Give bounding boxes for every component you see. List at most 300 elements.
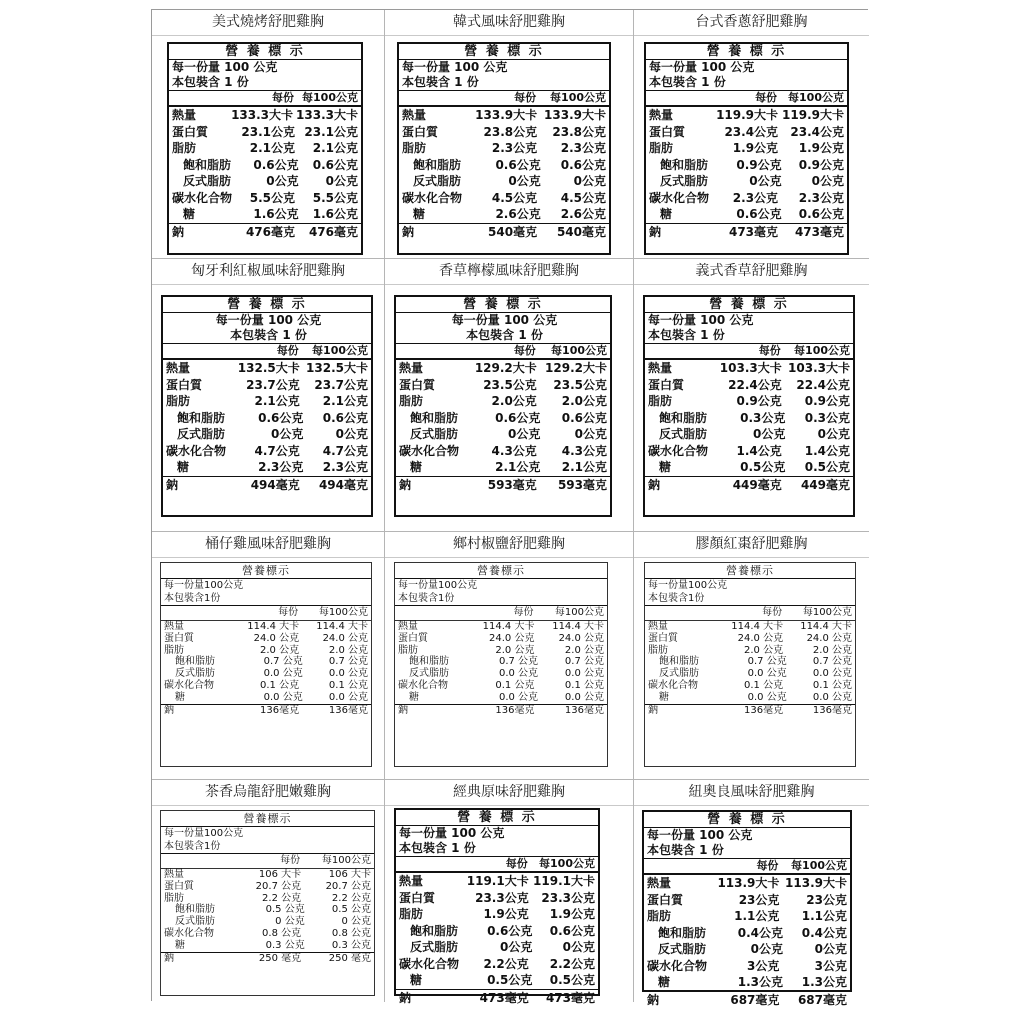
serving-size: 每一份量 100 公克: [402, 60, 508, 74]
nutrient-per-serving: 103.3大卡: [719, 361, 782, 375]
nutrient-row: [169, 223, 361, 241]
nutrient-row: [395, 680, 607, 692]
nutrient-per-serving: 2.1公克: [249, 141, 295, 155]
nutrient-row: [646, 190, 847, 207]
nutrient-row: [644, 925, 850, 942]
nutrient-name: 反式脂肪: [183, 174, 232, 188]
nutrient-name: 熱量: [647, 876, 672, 890]
label-heading: 營 養 標 示: [399, 44, 609, 60]
nutrient-per-100g: 494毫克: [318, 477, 369, 492]
column-header-blank: [161, 606, 231, 620]
nutrient-per-100g: 0.6公克: [798, 207, 844, 221]
servings-per-pack: 本包裝含 1 份: [648, 328, 725, 342]
column-per-serving: 每份: [278, 607, 299, 618]
nutrient-per-serving: 22.4公克: [728, 377, 782, 392]
nutrient-name: 熱量: [164, 621, 184, 632]
nutrient-row: [161, 869, 374, 881]
nutrient-name: 蛋白質: [398, 632, 428, 644]
nutrient-row: [644, 958, 850, 975]
nutrient-per-serving: 0.6公克: [258, 410, 304, 425]
product-cell: [385, 532, 634, 780]
nutrient-row: [645, 668, 855, 680]
nutrient-per-100g: 0公克: [574, 427, 607, 441]
nutrient-name: 蛋白質: [402, 124, 439, 139]
label-heading: 營養標示: [645, 563, 855, 579]
nutrient-per-serving: 0公克: [266, 174, 299, 188]
column-header: [161, 853, 374, 869]
nutrient-per-serving: 2.1公克: [254, 394, 300, 408]
nutrient-name: 熱量: [402, 108, 427, 122]
nutrient-name: 糖: [659, 691, 669, 703]
nutrient-name: 飽和脂肪: [660, 157, 709, 172]
nutrient-per-serving: 119.9大卡: [716, 108, 779, 122]
nutrient-per-serving: 2.0 公克: [260, 644, 300, 656]
nutrient-per-100g: 22.4公克: [796, 377, 851, 392]
nutrient-row: [396, 410, 610, 427]
nutrient-per-serving: 2.3公克: [491, 141, 538, 155]
nutrient-per-serving: 0.1 公克: [744, 679, 784, 691]
nutrient-row: [396, 873, 598, 890]
nutrient-per-serving: 1.4公克: [736, 443, 782, 458]
nutrient-per-100g: 0.6公克: [561, 410, 607, 425]
nutrient-name: 糖: [658, 975, 671, 989]
nutrient-per-serving: 2.2公克: [483, 956, 529, 971]
product-cell: [634, 780, 869, 1007]
nutrient-row: [395, 645, 607, 657]
nutrient-row: [161, 668, 371, 680]
column-per-100g: 每100公克: [802, 607, 853, 618]
label-heading: 營 養 標 示: [169, 44, 361, 60]
servings-per-pack: 本包裝含 1 份: [466, 328, 543, 342]
nutrient-row: [646, 173, 847, 190]
nutrient-per-serving: 0公克: [508, 427, 541, 441]
nutrient-per-serving: 114.4 大卡: [247, 621, 300, 632]
nutrient-per-100g: 476毫克: [308, 224, 358, 239]
nutrient-name: 反式脂肪: [177, 427, 226, 441]
column-header: [161, 605, 371, 621]
column-per-serving: 每份: [272, 91, 295, 104]
nutrient-row: [169, 107, 361, 124]
nutrient-name: 脂肪: [164, 644, 184, 656]
nutrient-per-100g: 119.1大卡: [533, 874, 595, 888]
nutrient-per-100g: 2.6公克: [560, 207, 606, 221]
nutrient-row: [645, 680, 855, 692]
nutrient-per-serving: 23.7公克: [246, 377, 300, 392]
column-per-100g: 每100公克: [302, 91, 358, 104]
nutrition-label: [642, 810, 852, 1007]
nutrient-per-100g: 4.5公克: [560, 190, 607, 205]
nutrient-per-serving: 0.5 公克: [265, 904, 305, 916]
nutrient-row: [169, 173, 361, 190]
nutrient-per-100g: 23.3公克: [541, 890, 595, 905]
nutrient-name: 碳水化合物: [398, 679, 448, 691]
nutrient-row: [644, 892, 850, 909]
nutrient-per-100g: 0.4公克: [801, 925, 847, 940]
nutrient-per-serving: 4.3公克: [491, 443, 537, 458]
column-per-serving: 每份: [276, 344, 299, 357]
product-title: 香草檸檬風味舒肥雞胸: [385, 259, 633, 285]
column-per-100g: 每100公克: [791, 859, 848, 872]
nutrient-name: 糖: [659, 460, 672, 474]
nutrient-per-serving: 0.3公克: [740, 410, 786, 425]
nutrient-name: 脂肪: [166, 394, 191, 408]
nutrient-per-100g: 129.2大卡: [545, 361, 608, 375]
column-header: [399, 90, 609, 107]
nutrient-per-100g: 1.1公克: [801, 909, 847, 923]
servings-per-pack: 本包裝含 1 份: [172, 75, 249, 89]
column-header: [169, 90, 361, 107]
nutrient-name: 熱量: [649, 108, 674, 122]
nutrient-name: 飽和脂肪: [659, 410, 708, 425]
nutrient-row: [163, 476, 371, 494]
nutrient-per-serving: 24.0 公克: [253, 632, 300, 644]
nutrient-per-serving: 0.9公克: [736, 394, 782, 408]
nutrient-row: [395, 668, 607, 680]
nutrient-name: 脂肪: [399, 907, 424, 921]
nutrient-name: 碳水化合物: [402, 190, 463, 205]
product-title: 紐奧良風味舒肥雞胸: [634, 780, 869, 806]
nutrient-name: 碳水化合物: [164, 679, 214, 691]
nutrient-name: 鈉: [164, 704, 174, 716]
nutrient-per-100g: 0公克: [817, 427, 850, 441]
nutrient-per-100g: 1.3公克: [801, 975, 847, 989]
nutrient-per-serving: 0.5公克: [487, 973, 533, 987]
nutrient-per-serving: 1.9公克: [732, 141, 779, 155]
nutrient-name: 蛋白質: [648, 632, 678, 644]
nutrient-name: 糖: [177, 460, 190, 474]
nutrient-per-serving: 250 毫克: [258, 952, 302, 964]
column-per-serving: 每份: [756, 859, 779, 872]
nutrient-per-serving: 0.1 公克: [260, 679, 300, 691]
nutrient-row: [161, 881, 374, 893]
nutrient-per-100g: 0.0 公克: [328, 668, 368, 680]
nutrient-name: 糖: [410, 460, 423, 474]
nutrient-name: 熱量: [648, 621, 668, 632]
nutrient-per-serving: 24.0 公克: [489, 632, 535, 644]
nutrient-name: 碳水化合物: [647, 958, 708, 973]
product-cell: [152, 780, 385, 1002]
nutrient-per-100g: 0.7 公克: [812, 656, 852, 668]
nutrient-row: [163, 410, 371, 427]
nutrient-row: [396, 906, 598, 923]
nutrient-row: [644, 908, 850, 925]
nutrient-per-serving: 0.8 公克: [262, 927, 302, 939]
nutrient-name: 熱量: [398, 621, 418, 632]
label-heading: 營 養 標 示: [645, 297, 853, 313]
nutrient-name: 飽和脂肪: [175, 904, 215, 916]
nutrient-per-100g: 133.9大卡: [544, 108, 607, 122]
nutrient-row: [169, 140, 361, 157]
nutrient-name: 鈉: [164, 952, 174, 964]
product-cell: [634, 532, 869, 780]
label-heading: 營 養 標 示: [644, 812, 850, 828]
nutrient-per-serving: 136毫克: [495, 704, 535, 716]
servings-per-pack: 本包裝含 1 份: [402, 75, 479, 89]
nutrient-row: [396, 443, 610, 460]
nutrient-row: [396, 393, 610, 410]
nutrient-row: [646, 140, 847, 157]
nutrition-label: [161, 295, 373, 517]
product-title: 台式香蔥舒肥雞胸: [634, 10, 869, 36]
nutrient-per-serving: 473毫克: [728, 224, 779, 239]
nutrient-name: 糖: [409, 691, 419, 703]
column-per-serving: 每份: [514, 91, 537, 104]
column-header: [396, 856, 598, 873]
nutrient-row: [163, 360, 371, 377]
nutrient-per-100g: 0公克: [811, 174, 844, 188]
nutrient-per-serving: 2.0 公克: [744, 644, 784, 656]
nutrient-per-serving: 0.0 公克: [263, 691, 303, 703]
product-title: 義式香草舒肥雞胸: [634, 259, 869, 285]
nutrient-name: 碳水化合物: [648, 443, 709, 458]
product-title: 韓式風味舒肥雞胸: [385, 10, 633, 36]
column-header: [395, 605, 607, 621]
nutrient-per-serving: 2.6公克: [495, 207, 541, 221]
nutrient-name: 蛋白質: [649, 124, 686, 139]
nutrient-per-serving: 494毫克: [250, 477, 300, 492]
nutrient-per-100g: 2.2公克: [549, 956, 595, 971]
nutrient-per-serving: 0.9公克: [736, 157, 782, 172]
column-header-blank: [396, 344, 468, 358]
nutrient-row: [645, 476, 853, 494]
column-header-blank: [645, 606, 715, 620]
nutrient-per-100g: 2.1公克: [312, 141, 358, 155]
nutrient-row: [161, 633, 371, 645]
nutrient-name: 飽和脂肪: [177, 410, 226, 425]
column-header: [163, 343, 371, 360]
nutrient-row: [395, 621, 607, 633]
nutrient-per-100g: 0.8 公克: [331, 927, 372, 939]
nutrient-row: [399, 223, 609, 241]
nutrient-per-serving: 132.5大卡: [237, 361, 300, 375]
nutrient-per-serving: 133.3大卡: [231, 108, 294, 122]
nutrient-per-100g: 0.1 公克: [564, 679, 605, 691]
nutrient-per-serving: 2.3公克: [732, 190, 779, 205]
nutrient-row: [161, 928, 374, 940]
nutrient-per-100g: 3公克: [814, 958, 847, 973]
nutrient-name: 飽和脂肪: [183, 157, 232, 172]
nutrient-per-100g: 119.9大卡: [782, 108, 844, 122]
label-heading: 營 養 標 示: [396, 810, 598, 826]
servings-per-pack: 本包裝含 1 份: [230, 328, 307, 342]
nutrient-per-100g: 593毫克: [557, 477, 608, 492]
nutrient-per-100g: 0.1 公克: [328, 679, 369, 691]
nutrient-name: 飽和脂肪: [410, 923, 459, 938]
nutrient-per-100g: 1.9公克: [798, 141, 844, 155]
column-per-100g: 每100公克: [318, 607, 369, 618]
nutrient-per-100g: 103.3大卡: [788, 361, 851, 375]
nutrient-row: [646, 206, 847, 223]
nutrient-per-100g: 24.0 公克: [806, 632, 853, 644]
nutrient-per-100g: 0.1 公克: [812, 679, 853, 691]
nutrient-row: [396, 377, 610, 394]
nutrient-per-100g: 0.0 公克: [328, 691, 368, 703]
nutrient-per-serving: 0.7 公克: [747, 656, 787, 668]
column-header: [646, 90, 847, 107]
nutrient-per-serving: 2.1公克: [495, 460, 541, 474]
serving-size: 每一份量100公克: [398, 580, 478, 591]
serving-size: 每一份量100公克: [648, 580, 728, 591]
nutrient-row: [169, 206, 361, 223]
label-heading: 營 養 標 示: [396, 297, 610, 313]
column-per-100g: 每100公克: [539, 857, 595, 870]
serving-size: 每一份量 100 公克: [649, 60, 755, 74]
nutrient-per-serving: 2.0公克: [491, 394, 537, 408]
serving-size: 每一份量 100 公克: [172, 60, 278, 74]
nutrient-name: 熱量: [164, 869, 184, 880]
nutrient-name: 鈉: [399, 477, 412, 492]
nutrient-per-100g: 1.9公克: [549, 907, 595, 921]
nutrient-row: [161, 940, 374, 952]
nutrient-per-100g: 0.0 公克: [812, 691, 852, 703]
nutrient-name: 脂肪: [164, 892, 184, 904]
nutrient-row: [169, 157, 361, 174]
nutrient-name: 反式脂肪: [659, 668, 699, 680]
nutrient-per-100g: 0.0 公克: [564, 691, 604, 703]
nutrient-per-100g: 0.7 公克: [328, 656, 368, 668]
nutrient-per-100g: 24.0 公克: [322, 632, 369, 644]
column-per-serving: 每份: [758, 344, 781, 357]
nutrient-name: 糖: [410, 973, 423, 987]
nutrient-per-serving: 0公克: [499, 940, 533, 954]
column-header-blank: [169, 91, 233, 105]
nutrient-per-serving: 0公克: [750, 942, 784, 956]
serving-size: 每一份量100公克: [164, 828, 244, 839]
nutrition-label-grid: [151, 9, 868, 1007]
nutrient-per-100g: 0.6公克: [322, 410, 368, 425]
nutrient-per-serving: 0 公克: [275, 916, 305, 928]
nutrient-name: 熱量: [648, 361, 673, 375]
column-header-blank: [645, 344, 715, 358]
nutrient-name: 飽和脂肪: [413, 157, 462, 172]
nutrient-per-100g: 136毫克: [812, 704, 853, 716]
nutrient-per-serving: 1.1公克: [734, 909, 780, 923]
column-per-serving: 每份: [762, 607, 783, 618]
nutrient-per-serving: 0.0 公克: [747, 668, 787, 680]
servings-per-pack: 本包裝含1份: [164, 841, 221, 852]
nutrient-row: [163, 426, 371, 443]
nutrient-row: [399, 206, 609, 223]
nutrient-per-100g: 20.7 公克: [325, 880, 372, 892]
nutrient-per-100g: 0公克: [562, 940, 595, 954]
nutrient-per-100g: 0公克: [814, 942, 847, 956]
nutrient-per-serving: 0.0 公克: [263, 668, 303, 680]
product-title: 鄉村椒鹽舒肥雞胸: [385, 532, 633, 558]
nutrient-row: [161, 893, 374, 905]
nutrient-per-100g: 449毫克: [800, 477, 851, 492]
nutrient-row: [644, 991, 850, 1009]
nutrient-row: [396, 426, 610, 443]
nutrient-row: [161, 645, 371, 657]
column-per-100g: 每100公克: [321, 855, 372, 866]
column-header-blank: [161, 854, 232, 868]
nutrient-per-100g: 0.5公克: [804, 460, 850, 474]
nutrient-row: [169, 190, 361, 207]
nutrient-per-100g: 1.4公克: [804, 443, 851, 458]
servings-per-pack: 本包裝含1份: [648, 593, 705, 604]
nutrient-per-100g: 2.0公克: [561, 394, 608, 408]
column-per-serving: 每份: [513, 607, 534, 618]
nutrient-per-100g: 0.5 公克: [331, 904, 371, 916]
nutrient-row: [396, 459, 610, 476]
nutrient-row: [646, 157, 847, 174]
nutrient-row: [645, 360, 853, 377]
nutrient-per-serving: 0.6公克: [495, 157, 541, 172]
column-header: [396, 343, 610, 360]
serving-size: 每一份量 100 公克: [648, 313, 754, 327]
nutrient-per-serving: 1.3公克: [737, 975, 784, 989]
nutrient-per-100g: 114.4 大卡: [800, 621, 853, 632]
nutrient-name: 糖: [175, 691, 185, 703]
nutrient-row: [645, 443, 853, 460]
nutrient-per-100g: 0.0 公克: [812, 668, 852, 680]
label-heading: 營養標示: [395, 563, 607, 579]
nutrient-per-serving: 2.0 公克: [495, 644, 535, 656]
serving-size: 每一份量100公克: [164, 580, 244, 591]
nutrient-per-100g: 113.9大卡: [785, 876, 847, 890]
nutrition-label: [394, 562, 608, 767]
nutrient-row: [161, 916, 374, 928]
product-cell: [634, 259, 869, 532]
nutrient-row: [163, 393, 371, 410]
nutrient-row: [169, 124, 361, 141]
nutrient-per-serving: 0公克: [508, 174, 541, 188]
nutrient-row: [644, 974, 850, 991]
product-title: 桶仔雞風味舒肥雞胸: [152, 532, 384, 558]
nutrient-row: [645, 459, 853, 476]
nutrient-per-100g: 0.3公克: [804, 410, 850, 425]
nutrient-row: [396, 939, 598, 956]
nutrient-name: 碳水化合物: [172, 190, 233, 205]
nutrient-name: 碳水化合物: [399, 956, 460, 971]
column-header-blank: [646, 91, 713, 105]
nutrient-per-100g: 0.5公克: [549, 973, 595, 987]
nutrient-per-100g: 2.1公克: [561, 460, 607, 474]
nutrient-per-serving: 0.4公克: [737, 925, 784, 940]
nutrient-per-serving: 0.7 公克: [263, 656, 303, 668]
nutrient-name: 熱量: [172, 108, 197, 122]
column-per-serving: 每份: [513, 344, 536, 357]
label-heading: 營 養 標 示: [646, 44, 847, 60]
nutrient-name: 碳水化合物: [649, 190, 710, 205]
column-per-serving: 每份: [280, 855, 301, 866]
column-header: [644, 858, 850, 875]
label-heading: 營養標示: [161, 563, 371, 579]
product-cell: [634, 10, 869, 259]
nutrient-name: 脂肪: [648, 394, 673, 408]
nutrient-per-serving: 3公克: [747, 958, 780, 973]
nutrient-per-100g: 4.3公克: [561, 443, 608, 458]
nutrient-per-serving: 1.6公克: [253, 207, 299, 221]
nutrient-name: 熱量: [399, 361, 424, 375]
nutrient-name: 飽和脂肪: [658, 925, 707, 940]
nutrient-name: 鈉: [648, 704, 658, 716]
nutrient-name: 反式脂肪: [410, 427, 459, 441]
nutrient-per-100g: 133.3大卡: [296, 108, 358, 122]
nutrient-row: [645, 621, 855, 633]
nutrient-name: 反式脂肪: [660, 174, 709, 188]
product-cell: [152, 532, 385, 780]
nutrient-row: [395, 704, 607, 717]
product-title: 茶香烏龍舒肥嫩雞胸: [152, 780, 384, 806]
column-per-100g: 每100公克: [551, 344, 608, 357]
nutrient-name: 碳水化合物: [399, 443, 460, 458]
nutrient-row: [396, 972, 598, 989]
nutrient-per-serving: 2.3公克: [258, 460, 304, 474]
nutrient-row: [161, 621, 371, 633]
nutrient-per-100g: 0.9公克: [798, 157, 844, 172]
nutrient-row: [399, 173, 609, 190]
